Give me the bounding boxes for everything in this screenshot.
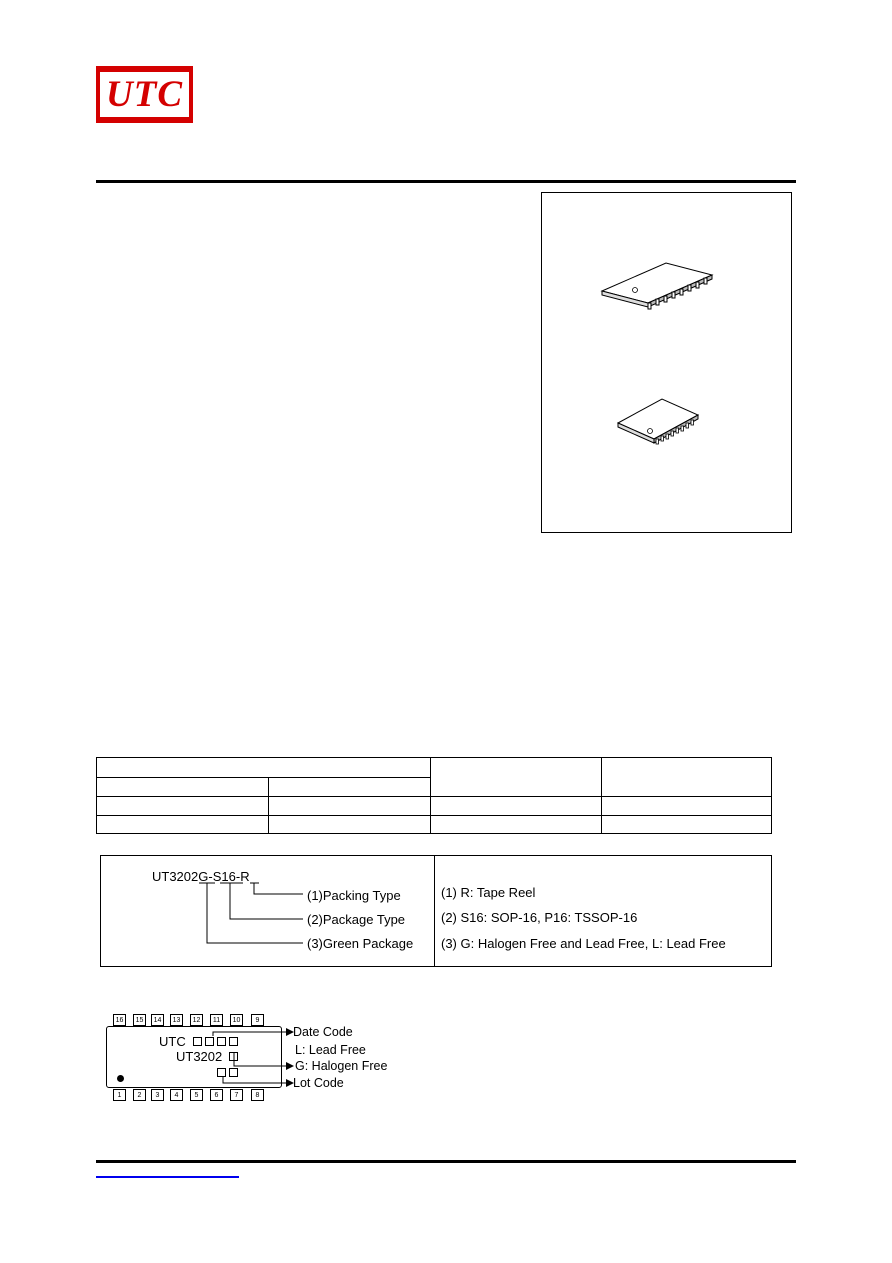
pin-label: 1 — [113, 1089, 126, 1101]
callout-halogen-free: G: Halogen Free — [295, 1059, 388, 1073]
pin-label: 16 — [113, 1014, 126, 1026]
package-images-box — [541, 192, 792, 533]
pin-label: 4 — [170, 1089, 183, 1101]
pin-label: 10 — [230, 1014, 243, 1026]
pin-label: 6 — [210, 1089, 223, 1101]
table-cell — [601, 815, 772, 834]
table-cell — [268, 815, 431, 834]
header-rule — [96, 180, 796, 183]
utc-logo — [96, 66, 193, 123]
callout-lead-free: L: Lead Free — [295, 1043, 366, 1057]
pin-label: 2 — [133, 1089, 146, 1101]
table-cell — [96, 815, 269, 834]
table-cell — [268, 796, 431, 816]
label-green-package: (3)Green Package — [307, 936, 414, 951]
pin-label: 9 — [251, 1014, 264, 1026]
marking-line-utc: UTC — [159, 1034, 186, 1049]
pin-label: 13 — [170, 1014, 183, 1026]
callout-date-code: Date Code — [293, 1025, 353, 1039]
footer-rule — [96, 1160, 796, 1163]
table-header-halogen-free — [268, 777, 431, 797]
table-cell — [96, 796, 269, 816]
part-number-green: G — [198, 869, 209, 884]
desc-package-type: (2) S16: SOP-16, P16: TSSOP-16 — [441, 910, 638, 925]
table-header-lead-free — [96, 777, 269, 797]
ordering-code-leader-lines — [195, 880, 310, 950]
part-number-dash: - — [208, 869, 213, 884]
marking-line-part: UT3202 — [176, 1049, 223, 1064]
table-header-packing — [601, 757, 772, 797]
table-cell — [430, 796, 602, 816]
part-number-packing: R — [240, 869, 250, 884]
ordering-information-table — [96, 757, 772, 834]
tssop16-package-image — [614, 395, 704, 450]
table-cell — [430, 815, 602, 834]
part-number-package: S16 — [212, 869, 236, 884]
pin-label: 15 — [133, 1014, 146, 1026]
label-packing-type: (1)Packing Type — [307, 888, 401, 903]
table-header-package — [430, 757, 602, 797]
callout-lot-code: Lot Code — [293, 1076, 344, 1090]
pin-label: 11 — [210, 1014, 223, 1026]
table-cell — [601, 796, 772, 816]
ordering-code-divider — [434, 855, 435, 967]
sop16-package-image — [600, 255, 720, 315]
logo-text: UTC — [106, 74, 183, 115]
pin-label: 8 — [251, 1089, 264, 1101]
pin-label: 5 — [190, 1089, 203, 1101]
pin-label: 7 — [230, 1089, 243, 1101]
pin-label: 12 — [190, 1014, 203, 1026]
desc-packing-type: (1) R: Tape Reel — [441, 885, 536, 900]
label-package-type: (2)Package Type — [307, 912, 406, 927]
pin1-dot — [117, 1075, 124, 1082]
part-number-base: UT3202 — [152, 869, 199, 884]
pin-label: 3 — [151, 1089, 164, 1101]
footer-link[interactable] — [96, 1176, 239, 1178]
part-number-dash: - — [235, 869, 241, 884]
marking-callout-arrows — [210, 1026, 295, 1090]
pin-label: 14 — [151, 1014, 164, 1026]
date-code-box — [193, 1037, 202, 1046]
desc-green-package: (3) G: Halogen Free and Lead Free, L: Lead Free — [441, 936, 726, 951]
table-header-ordering-number — [96, 757, 431, 778]
